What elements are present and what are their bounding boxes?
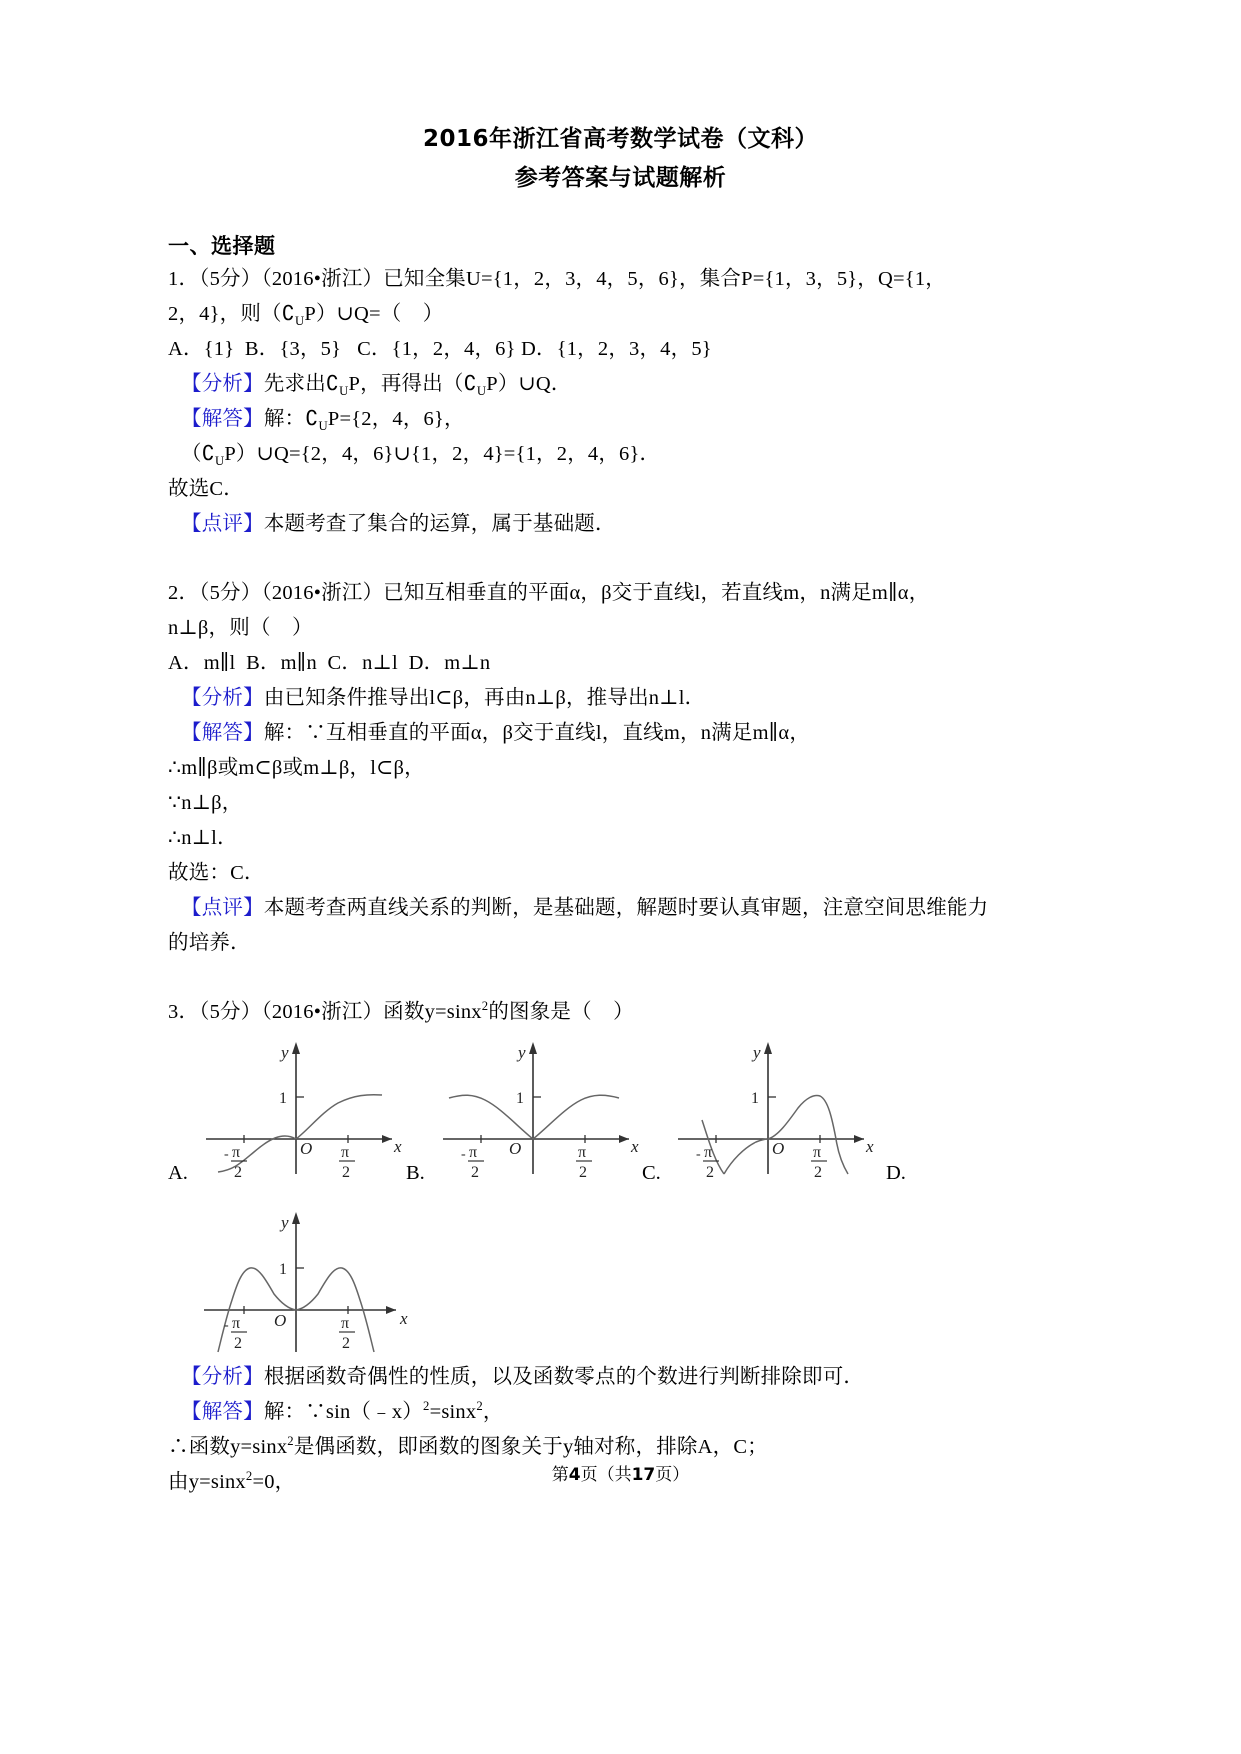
q1-analysis-a: 先求出∁ [263,373,340,395]
q1-solution [168,402,1073,437]
svg-text:2: 2 [814,1164,822,1181]
q1-analysis-c: P）∪Q． [486,373,572,395]
svg-text:π: π [813,1144,822,1161]
section-heading-choice: 一、选择题 [168,234,276,258]
svg-text:y: y [518,1043,526,1062]
spacer-q2-q3 [168,961,1073,995]
q3-solution-line-3-sup: 2 [245,1469,253,1484]
svg-text:1: 1 [516,1090,524,1107]
solution-tag: 【解答】 [181,408,264,430]
svg-text:π: π [232,1315,241,1332]
svg-text:O: O [300,1139,313,1158]
option-letter-a: A. [168,1162,188,1184]
graph-b-svg [433,1034,643,1184]
q3-solution-a: 解：∵sin（﹣x） [263,1401,423,1423]
q2-solution-line-4: ∴n⊥l． [168,827,238,849]
question-2-block [168,576,1073,961]
svg-text:2: 2 [579,1164,587,1181]
option-letter-b: B. [406,1162,425,1184]
q1-solution-line-2-a: （∁ [181,443,215,465]
graph-option-d [196,1200,426,1365]
svg-text:2: 2 [234,1335,242,1352]
q3-solution-line-2-b: 是偶函数，即函数的图象关于y轴对称，排除A，C； [293,1436,768,1458]
page-footer [0,1460,1241,1485]
q3-solution-line-3-b: =0， [252,1471,296,1493]
q1-solution-line-2-b: P）∪Q={2，4，6}∪{1，2，4}={1，2，4，6}． [224,443,661,465]
q3-graph-row-2 [168,1200,1073,1360]
svg-text:-: - [461,1147,466,1162]
q3-stem-sup: 2 [481,999,489,1014]
svg-text:y: y [281,1213,289,1232]
graph-c-svg [668,1034,878,1184]
page-content [168,0,1073,1500]
svg-text:O: O [274,1311,287,1330]
svg-text:π: π [341,1144,350,1161]
svg-text:1: 1 [751,1090,759,1107]
svg-text:2: 2 [342,1164,350,1181]
comment-tag: 【点评】 [181,513,264,535]
solution-tag: 【解答】 [181,722,264,744]
q2-stem-line-1: 2．（5分）（2016•浙江）已知互相垂直的平面α，β交于直线l，若直线m，n满足m∥α， [168,582,930,604]
graph-a-svg [196,1034,406,1184]
q1-solution-b: P={2，4，6}， [327,408,465,430]
q1-stem-line-1: 1．（5分）（2016•浙江）已知全集U={1，2，3，4，5，6}，集合P={1，3，5}，Q={1， [168,268,946,290]
q2-conclusion: 故选：C． [168,862,265,884]
q3-solution-line-2-a: ∴函数y=sinx [168,1436,288,1458]
q3-graph-row-1 [168,1034,1073,1194]
q2-solution [168,716,1073,751]
q2-solution-line-3: ∵n⊥β， [168,792,243,814]
q1-analysis-b: P，再得出（∁ [348,373,477,395]
q1-comment-text: 本题考查了集合的运算，属于基础题． [263,513,616,535]
svg-text:2: 2 [342,1335,350,1352]
q3-solution-c: ， [482,1401,504,1423]
svg-text:1: 1 [279,1261,287,1278]
graph-option-a [196,1034,406,1189]
svg-text:x: x [400,1309,408,1328]
svg-text:-: - [224,1147,229,1162]
q3-solution-line-3-a: 由y=sinx [168,1471,246,1493]
question-3-block [168,995,1073,1500]
svg-text:2: 2 [471,1164,479,1181]
q2-comment-line-2: 的培养． [168,932,251,954]
footer-page-number: 4 [568,1465,581,1485]
q1-solution-sub: U [318,419,328,434]
q1-stem-line-2-sub: U [294,314,305,329]
graph-option-b [433,1034,643,1189]
q1-options: A．{1} B．{3，5} C．{1，2，4，6} D．{1，2，3，4，5} [168,338,712,360]
svg-text:π: π [469,1144,478,1161]
q3-solution-sup-2: 2 [476,1399,483,1414]
q1-solution-line-2 [168,437,1073,472]
footer-prefix: 第 [551,1465,569,1485]
svg-text:y: y [281,1043,289,1062]
q1-analysis-sub-2: U [476,384,487,399]
svg-text:2: 2 [706,1164,714,1181]
svg-text:-: - [224,1318,229,1333]
svg-text:-: - [696,1147,701,1162]
q1-solution-a: 解：∁ [263,408,319,430]
q3-stem-prefix: 3．（5分）（2016•浙江）函数y=sinx [168,1001,482,1023]
analysis-tag: 【分析】 [181,373,264,395]
option-letter-c: C. [642,1162,661,1184]
q2-stem-line-2: n⊥β，则（ ） [168,617,313,639]
q3-analysis-text: 根据函数奇偶性的性质，以及函数零点的个数进行判断排除即可． [263,1366,865,1388]
q1-stem-line-2-rest: P）∪Q=（ ） [304,303,444,325]
graph-d-svg [196,1200,426,1360]
analysis-tag: 【分析】 [181,687,264,709]
footer-suffix: 页） [655,1465,690,1485]
q3-solution [168,1395,1073,1430]
page-subtitle: 参考答案与试题解析 [514,165,727,191]
analysis-tag: 【分析】 [181,1366,264,1388]
q3-solution-b: =sinx [429,1401,477,1423]
svg-text:y: y [753,1043,761,1062]
q1-analysis-sub-1: U [339,384,349,399]
q3-stem-suffix: 的图象是（ ） [488,1001,634,1023]
comment-tag: 【点评】 [181,897,264,919]
q1-comment [168,507,1073,542]
svg-text:2: 2 [234,1164,242,1181]
q2-solution-line-2: ∴m∥β或m⊂β或m⊥β，l⊂β， [168,757,425,779]
q2-analysis-text: 由已知条件推导出l⊂β，再由n⊥β，推导出n⊥l． [263,687,706,709]
footer-mid: 页（共 [580,1465,632,1485]
page-title: 2016年浙江省高考数学试卷（文科） [422,126,818,152]
svg-text:O: O [509,1139,522,1158]
svg-text:x: x [394,1137,402,1156]
q1-stem-line-2-a: 2，4}，则（∁ [168,303,295,325]
q2-options: A．m∥l B．m∥n C．n⊥l D．m⊥n [168,652,491,674]
svg-text:O: O [772,1139,785,1158]
svg-text:x: x [631,1137,639,1156]
svg-text:π: π [232,1144,241,1161]
q2-comment [168,891,1073,926]
q2-analysis [168,681,1073,716]
q3-analysis [168,1360,1073,1395]
q2-solution-line-1: 解：∵互相垂直的平面α，β交于直线l，直线m，n满足m∥α， [263,722,811,744]
footer-total-pages: 17 [631,1465,656,1485]
q3-solution-sup-1: 2 [423,1399,430,1414]
svg-text:x: x [866,1137,874,1156]
svg-text:π: π [578,1144,587,1161]
q2-comment-line-1: 本题考查两直线关系的判断，是基础题，解题时要认真审题，注意空间思维能力 [263,897,989,919]
q1-solution-line-2-sub: U [214,454,225,469]
q1-conclusion: 故选C． [168,478,244,500]
q1-analysis [168,367,1073,402]
svg-text:1: 1 [279,1090,287,1107]
solution-tag: 【解答】 [181,1401,264,1423]
svg-text:π: π [704,1144,713,1161]
q1-stem-line-2 [168,297,1073,332]
spacer-q1-q2 [168,542,1073,576]
question-1-block [168,262,1073,542]
q3-solution-line-2-sup: 2 [287,1434,294,1449]
svg-text:π: π [341,1315,350,1332]
graph-option-c [668,1034,878,1189]
option-letter-d: D. [886,1162,906,1184]
q3-stem [168,995,1073,1030]
